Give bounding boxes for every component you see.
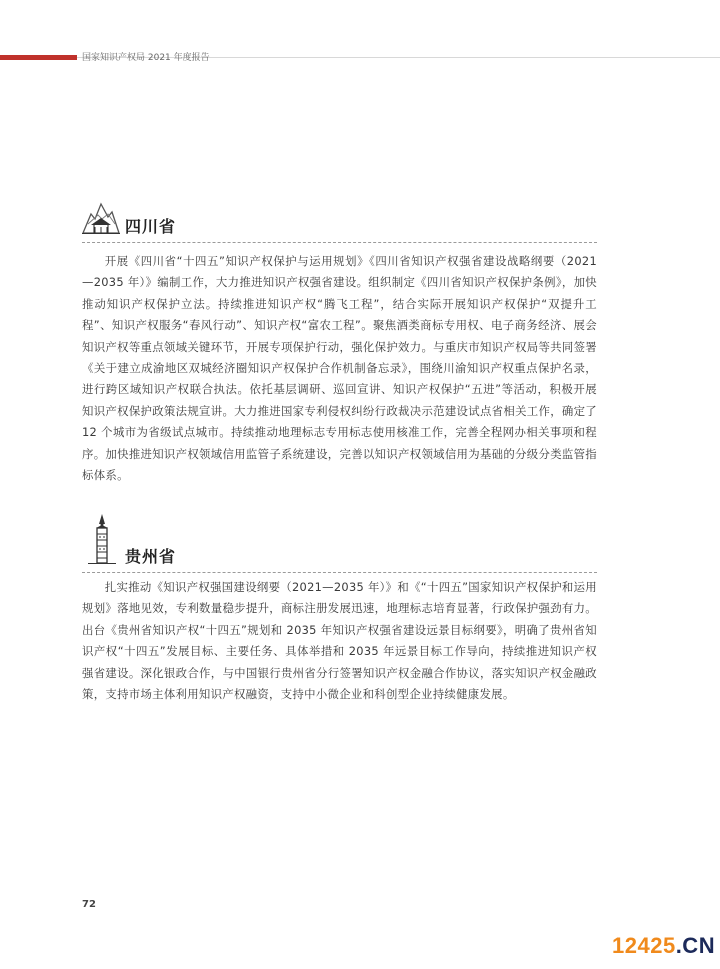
mountain-pavilion-icon: [82, 200, 120, 238]
section-heading: [82, 204, 597, 240]
watermark-number: 12425: [612, 933, 676, 958]
dashed-divider: [82, 242, 597, 243]
section-guizhou: [82, 519, 597, 705]
report-header-title: 国家知识产权局 2021 年度报告: [82, 53, 210, 63]
site-watermark: [612, 933, 715, 959]
section-body: 扎实推动《知识产权强国建设纲要（2021—2035 年）》和《“十四五”国家知识产权保护和运用规划》落地见效，专利数量稳步提升，商标注册发展迅速，地理标志培育显著，行政保护强劲有力。出台《贵州省知识产权“十四五”规划和 2035 年知识产权强省建设远景目标纲要》，明确了贵州省知识产权“十四五”发展目标、主要任务、具体举措和 2035 年远景目标工作导向，持续推进知识产权强省建设。深化银政合作，与中国银行贵州省分行签署知识产权金融合作协议，落实知识产权金融政策，支持市场主体利用知识产权融资，支持中小微企业和科创型企业持续健康发展。: [82, 580, 597, 702]
watermark-suffix: .CN: [675, 933, 716, 958]
page-number: 72: [82, 899, 96, 910]
header-accent-bar: [0, 55, 77, 60]
section-title: 贵州省: [125, 547, 177, 566]
dashed-divider: [82, 572, 597, 573]
section-sichuan: [82, 204, 597, 486]
section-heading: [82, 519, 597, 570]
tower-icon: [82, 514, 122, 568]
section-title: 四川省: [125, 217, 177, 236]
section-body: 开展《四川省“十四五”知识产权保护与运用规划》《四川省知识产权强省建设战略纲要（2021—2035 年）》编制工作，大力推进知识产权强省建设。组织制定《四川省知识产权保护条例》，加快推动知识产权保护立法。持续推进知识产权“腾飞工程”，结合实际开展知识产权保护“双提升工程”、知识产权服务“春风行动”、知识产权“富农工程”。聚焦酒类商标专用权、电子商务经济、展会知识产权等重点领域关键环节，开展专项保护行动，强化保护效力。与重庆市知识产权局等共同签署《关于建立成渝地区双城经济圈知识产权保护合作机制备忘录》，围绕川渝知识产权重点保护名录，进行跨区域知识产权联合执法。依托基层调研、巡回宣讲、知识产权保护“五进”等活动，积极开展知识产权保护政策法规宣讲。大力推进国家专利侵权纠纷行政裁决示范建设试点省相关工作，确定了 12 个城市为省级试点城市。持续推动地理标志专用标志使用核准工作，完善全程网办相关事项和程序。加快推进知识产权领域信用监管子系统建设，完善以知识产权领域信用为基础的分级分类监管指标体系。: [82, 254, 597, 483]
